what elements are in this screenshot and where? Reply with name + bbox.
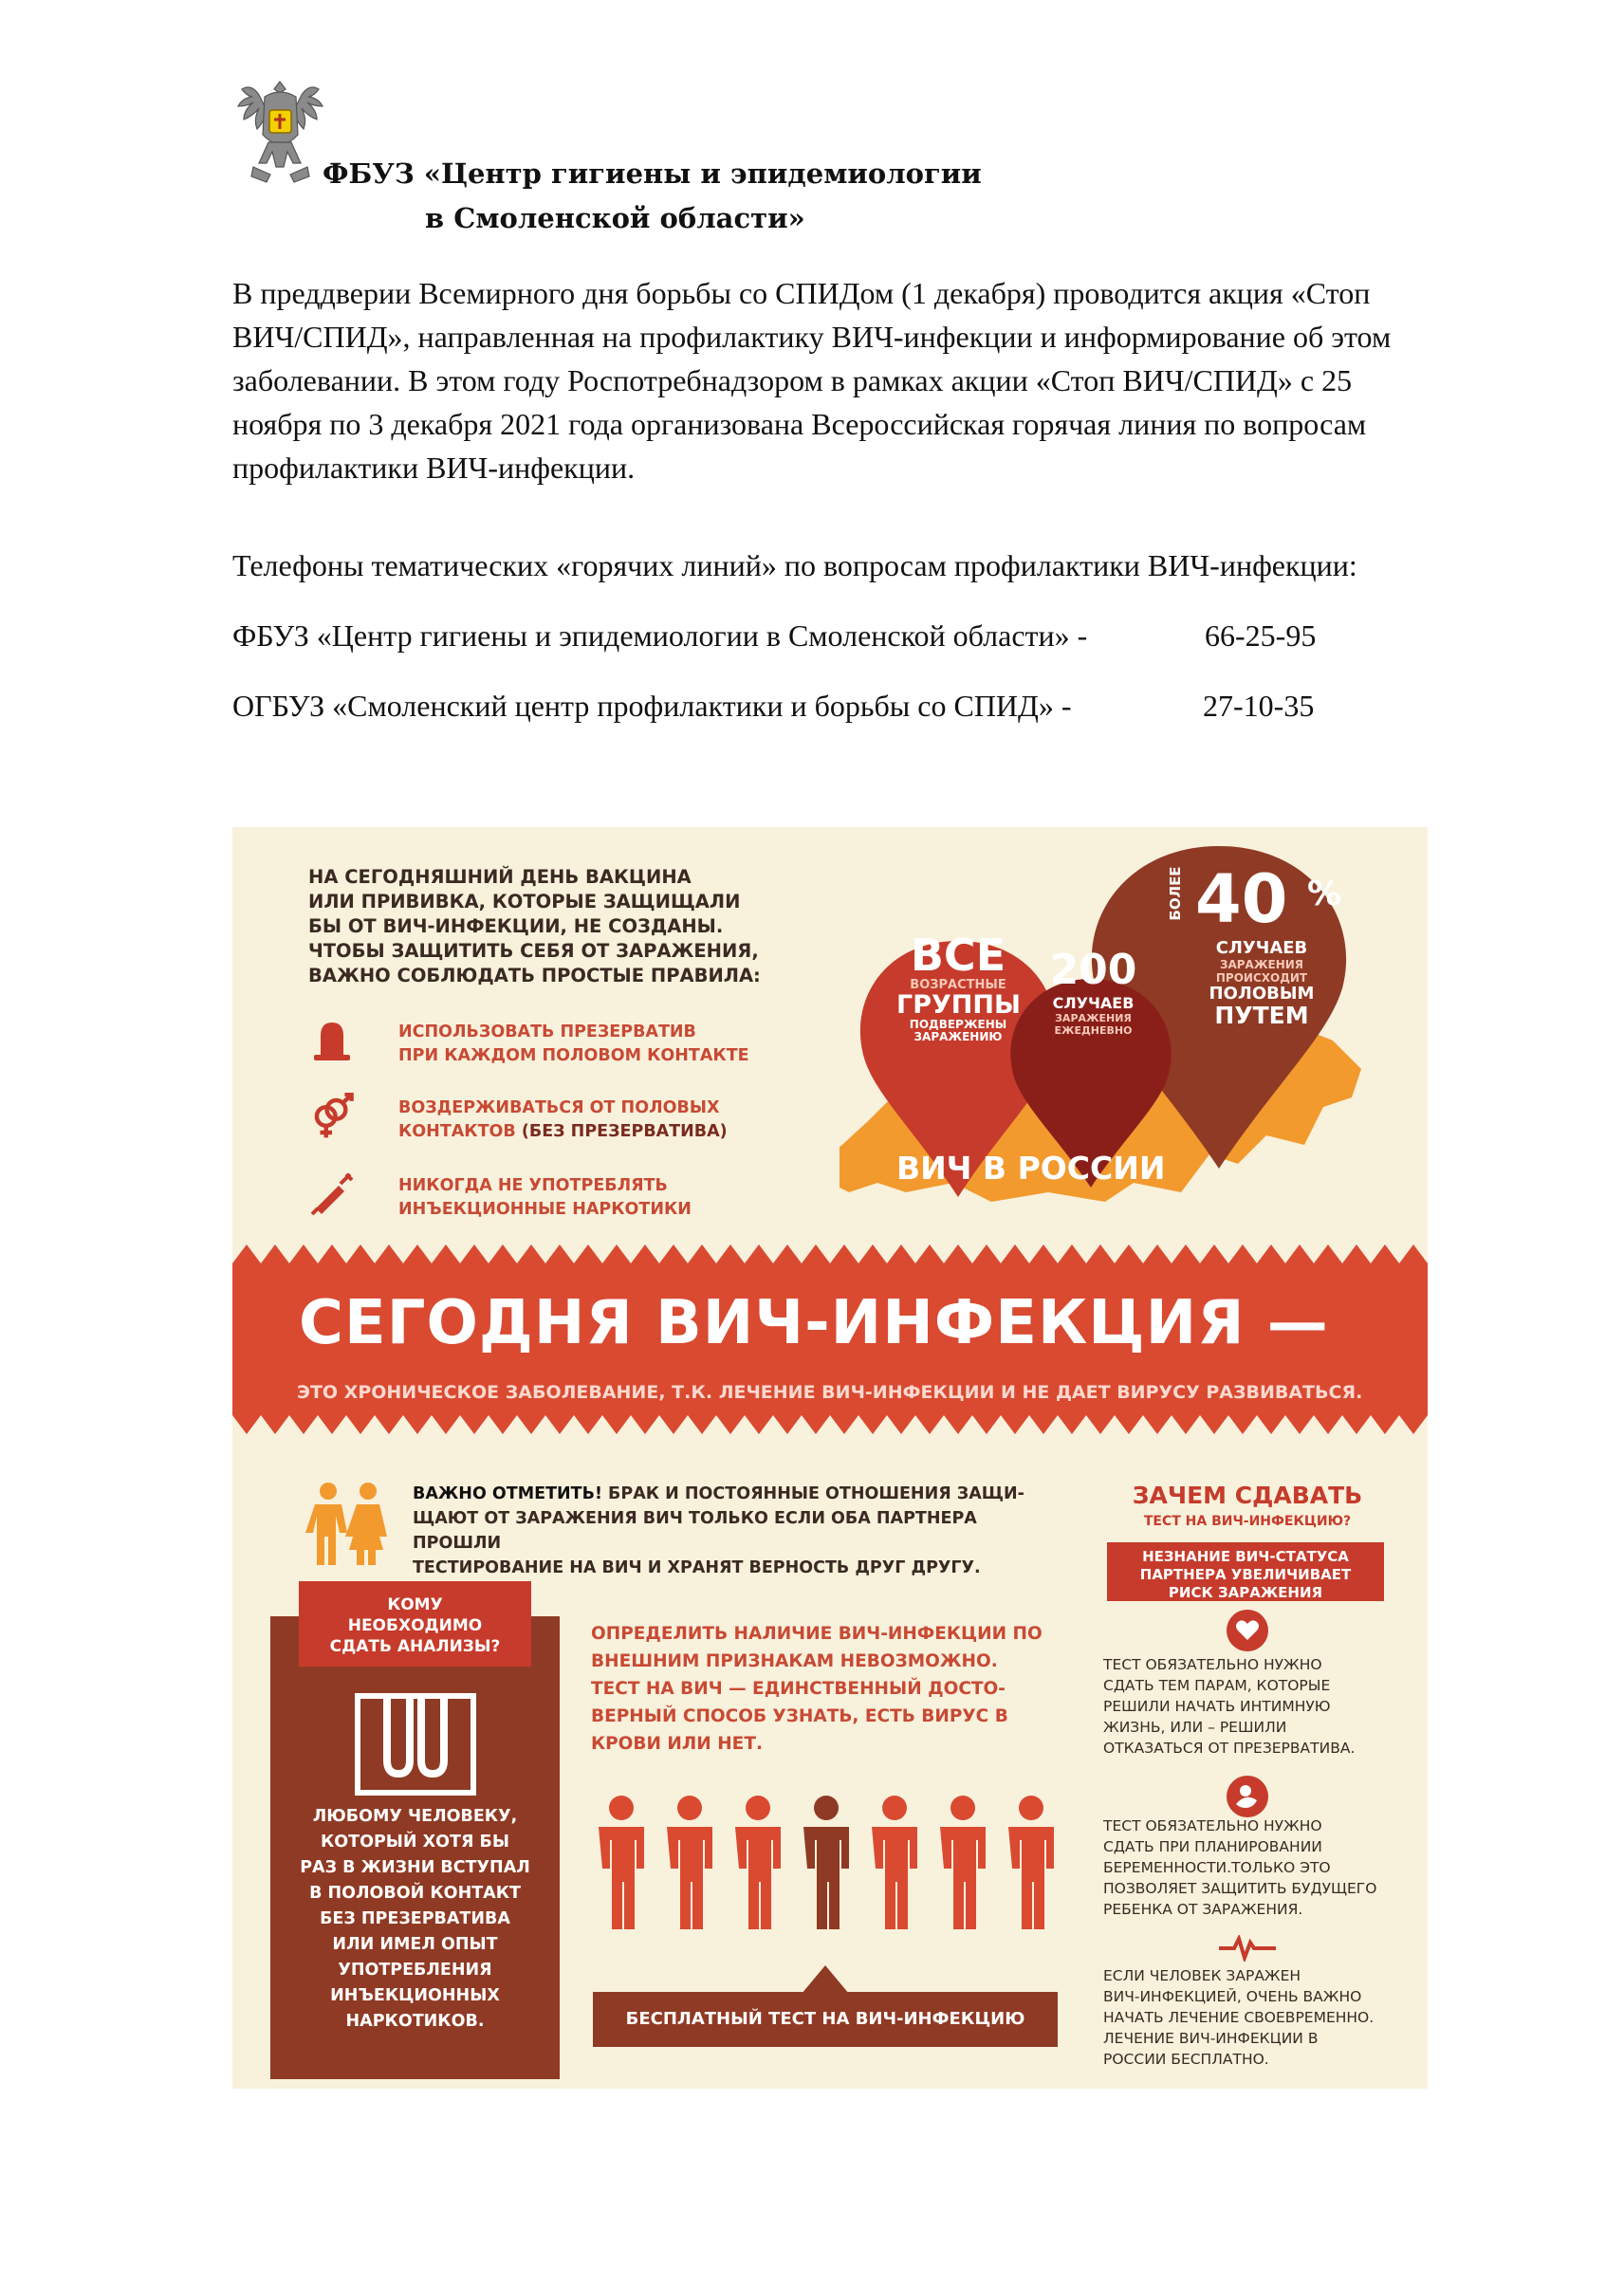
hotline-org: ОГБУЗ «Смоленский центр профилактики и борьбы со СПИД» - bbox=[232, 689, 1072, 723]
couple-icon bbox=[304, 1482, 394, 1567]
pin-cases-text bbox=[1034, 946, 1153, 1037]
why-reason-line: ЛЕЧЕНИЕ ВИЧ-ИНФЕКЦИИ В bbox=[1103, 2030, 1319, 2047]
pin-cases-line: СЛУЧАЕВ bbox=[1052, 994, 1135, 1012]
pin-all-line: ЗАРАЖЕНИЮ bbox=[914, 1030, 1003, 1043]
rules-heading-line: ЧТОБЫ ЗАЩИТИТЬ СЕБЯ ОТ ЗАРАЖЕНИЯ, bbox=[308, 940, 759, 962]
pin-percent-line: ЗАРАЖЕНИЯ bbox=[1219, 958, 1304, 971]
condom-icon bbox=[308, 1017, 356, 1064]
pin-all-line: ГРУППЫ bbox=[896, 990, 1021, 1020]
whom-heading-line: СДАТЬ АНАЛИЗЫ? bbox=[329, 1637, 501, 1656]
why-reason-item bbox=[1103, 1965, 1407, 2070]
heart-icon bbox=[1227, 1610, 1268, 1651]
rules-heading bbox=[308, 865, 802, 988]
whom-text-line: РАЗ В ЖИЗНИ ВСТУПАЛ bbox=[300, 1858, 530, 1877]
why-reason-line: ТЕСТ ОБЯЗАТЕЛЬНО НУЖНО bbox=[1103, 1817, 1322, 1834]
rules-heading-line: ИЛИ ПРИВИВКА, КОТОРЫЕ ЗАЩИЩАЛИ bbox=[308, 891, 741, 912]
partner-status-line: НЕЗНАНИЕ ВИЧ-СТАТУСА bbox=[1142, 1548, 1349, 1565]
org-title-line1: ФБУЗ «Центр гигиены и эпидемиологии bbox=[323, 157, 982, 190]
heartbeat-icon bbox=[1219, 1935, 1276, 1962]
gender-symbols-icon bbox=[308, 1093, 356, 1140]
pin-cases-line: ЗАРАЖЕНИЯ bbox=[1055, 1012, 1132, 1024]
whom-text-line: КОТОРЫЙ ХОТЯ БЫ bbox=[320, 1833, 510, 1852]
org-title-line2: в Смоленской области» bbox=[425, 202, 805, 234]
whom-text-line: ИЛИ ИМЕЛ ОПЫТ bbox=[332, 1935, 498, 1954]
pin-all-line: ВОЗРАСТНЫЕ bbox=[910, 978, 1006, 992]
why-reason-line: ЖИЗНЬ, ИЛИ – РЕШИЛИ bbox=[1103, 1719, 1287, 1736]
rule-item bbox=[308, 1170, 802, 1227]
whom-heading-line: КОМУ bbox=[387, 1595, 443, 1614]
why-reason-line: ЕСЛИ ЧЕЛОВЕК ЗАРАЖЕН bbox=[1103, 1967, 1301, 1984]
whom-text-line: В ПОЛОВОЙ КОНТАКТ bbox=[309, 1884, 521, 1903]
intro-paragraph bbox=[232, 271, 1504, 489]
pin-all-line: ПОДВЕРЖЕНЫ bbox=[909, 1018, 1007, 1031]
whom-needs-test-text bbox=[289, 1804, 541, 2035]
rule-line: ИНЪЕКЦИОННЫЕ НАРКОТИКИ bbox=[398, 1200, 692, 1219]
important-note-line: БРАК И ПОСТОЯННЫЕ ОТНОШЕНИЯ ЗАЩИ- bbox=[601, 1484, 1024, 1503]
pin-all-big: ВСЕ bbox=[910, 930, 1006, 981]
detection-line: ВЕРНЫЙ СПОСОБ УЗНАТЬ, ЕСТЬ ВИРУС В bbox=[591, 1706, 1008, 1726]
detection-line: ВНЕШНИМ ПРИЗНАКАМ НЕВОЗМОЖНО. bbox=[591, 1651, 998, 1671]
syringe-icon bbox=[308, 1170, 356, 1218]
intro-line: профилактики ВИЧ-инфекции. bbox=[232, 451, 636, 485]
pin-percent-text bbox=[1167, 860, 1356, 1029]
pin-percent-line: ПУТЕМ bbox=[1214, 1002, 1309, 1029]
why-reason-line: ТЕСТ ОБЯЗАТЕЛЬНО НУЖНО bbox=[1103, 1656, 1322, 1673]
whom-heading-line: НЕОБХОДИМО bbox=[347, 1616, 483, 1635]
intro-line: заболевании. В этом году Роспотребнадзором в рамках акции «Стоп ВИЧ/СПИД» с 25 bbox=[232, 363, 1353, 397]
whom-text-line: ИНЪЕКЦИОННЫХ bbox=[330, 1986, 500, 2005]
why-reason-line: СДАТЬ ТЕМ ПАРАМ, КОТОРЫЕ bbox=[1103, 1677, 1331, 1694]
rule-line: ИСПОЛЬЗОВАТЬ ПРЕЗЕРВАТИВ bbox=[398, 1023, 696, 1041]
important-note bbox=[413, 1482, 1039, 1580]
detection-line: ТЕСТ НА ВИЧ — ЕДИНСТВЕННЫЙ ДОСТО- bbox=[591, 1679, 1006, 1699]
intro-line: ноября по 3 декабря 2021 года организована Всероссийская горячая линия по вопросам bbox=[232, 407, 1367, 441]
detection-text bbox=[591, 1620, 1056, 1758]
baby-icon bbox=[1227, 1776, 1268, 1817]
hotline-row bbox=[232, 618, 1317, 654]
hotlines-heading: Телефоны тематических «горячих линий» по вопросам профилактики ВИЧ-инфекции: bbox=[232, 548, 1357, 582]
pin-cases-line: ЕЖЕДНЕВНО bbox=[1054, 1024, 1133, 1037]
rules-heading-line: БЫ ОТ ВИЧ-ИНФЕКЦИИ, НЕ СОЗДАНЫ. bbox=[308, 915, 724, 937]
pin-percent-prefix: БОЛЕЕ bbox=[1167, 866, 1184, 921]
pointer-arrow-icon bbox=[802, 1965, 849, 1994]
russia-label: ВИЧ В РОССИИ bbox=[896, 1150, 1166, 1187]
pin-percent-line: ПРОИСХОДИТ bbox=[1215, 971, 1308, 985]
important-note-line: ЩАЮТ ОТ ЗАРАЖЕНИЯ ВИЧ ТОЛЬКО ЕСЛИ ОБА ПАРТНЕРА ПРОШЛИ bbox=[413, 1509, 977, 1553]
whom-needs-test-heading bbox=[299, 1581, 531, 1667]
pin-percent-line: ПОЛОВЫМ bbox=[1209, 984, 1315, 1004]
rules-heading-line: НА СЕГОДНЯШНИЙ ДЕНЬ ВАКЦИНА bbox=[308, 866, 692, 888]
double-headed-eagle-emblem-icon bbox=[231, 76, 330, 186]
whom-text-line: ЛЮБОМУ ЧЕЛОВЕКУ, bbox=[312, 1807, 518, 1826]
hotline-number: 27-10-35 bbox=[1203, 689, 1315, 723]
partner-status-line: РИСК ЗАРАЖЕНИЯ bbox=[1168, 1584, 1323, 1601]
pin-percent-big: 40 bbox=[1195, 860, 1288, 938]
why-reason-line: БЕРЕМЕННОСТИ.ТОЛЬКО ЭТО bbox=[1103, 1859, 1331, 1876]
why-reason-item bbox=[1103, 1815, 1407, 1920]
test-tubes-icon bbox=[354, 1692, 477, 1797]
headline-subtitle: ЭТО ХРОНИЧЕСКОЕ ЗАБОЛЕВАНИЕ, Т.К. ЛЕЧЕНИЕ ВИЧ-ИНФЕКЦИИ И НЕ ДАЕТ ВИРУСУ РАЗВИВАТЬСЯ. bbox=[297, 1382, 1363, 1403]
why-reason-line: РОССИИ БЕСПЛАТНО. bbox=[1103, 2051, 1269, 2068]
why-reason-item bbox=[1103, 1654, 1407, 1759]
people-row-icon bbox=[593, 1795, 1067, 1937]
intro-line: ВИЧ/СПИД», направленная на профилактику ВИЧ-инфекции и информирование об этом bbox=[232, 320, 1392, 354]
pin-percent-sign: % bbox=[1307, 875, 1342, 913]
why-reason-line: РЕБЕНКА ОТ ЗАРАЖЕНИЯ. bbox=[1103, 1901, 1303, 1918]
organization-title bbox=[323, 152, 987, 241]
detection-line: ОПРЕДЕЛИТЬ НАЛИЧИЕ ВИЧ-ИНФЕКЦИИ ПО bbox=[591, 1624, 1043, 1644]
detection-line: КРОВИ ИЛИ НЕТ. bbox=[591, 1734, 763, 1754]
hotline-number: 66-25-95 bbox=[1205, 618, 1317, 653]
pin-percent-line: СЛУЧАЕВ bbox=[1215, 938, 1308, 958]
why-reason-line: СДАТЬ ПРИ ПЛАНИРОВАНИИ bbox=[1103, 1838, 1322, 1855]
rule-item bbox=[308, 1017, 802, 1074]
why-test-title: ЗАЧЕМ СДАВАТЬ bbox=[1132, 1482, 1363, 1509]
important-note-line: ТЕСТИРОВАНИЕ НА ВИЧ И ХРАНЯТ ВЕРНОСТЬ ДРУГ ДРУГУ. bbox=[413, 1558, 981, 1577]
headline-title: СЕГОДНЯ ВИЧ-ИНФЕКЦИЯ — bbox=[299, 1288, 1329, 1358]
free-hiv-test-banner: БЕСПЛАТНЫЙ ТЕСТ НА ВИЧ-ИНФЕКЦИЮ bbox=[593, 1992, 1058, 2047]
whom-text-line: УПОТРЕБЛЕНИЯ bbox=[338, 1961, 492, 1980]
partner-status-box bbox=[1107, 1542, 1384, 1601]
rule-line: ВОЗДЕРЖИВАТЬСЯ ОТ ПОЛОВЫХ bbox=[398, 1098, 720, 1117]
intro-line: В преддверии Всемирного дня борьбы со СПИДом (1 декабря) проводится акция «Стоп bbox=[232, 276, 1371, 310]
why-reason-line: НАЧАТЬ ЛЕЧЕНИЕ СВОЕВРЕМЕННО. bbox=[1103, 2009, 1375, 2026]
rule-line: НИКОГДА НЕ УПОТРЕБЛЯТЬ bbox=[398, 1176, 668, 1195]
whom-text-line: НАРКОТИКОВ. bbox=[345, 2012, 485, 2031]
rule-item bbox=[308, 1093, 802, 1150]
pin-all-text bbox=[896, 931, 1020, 1043]
rule-line: КОНТАКТОВ bbox=[398, 1122, 522, 1141]
rule-line: ПРИ КАЖДОМ ПОЛОВОМ КОНТАКТЕ bbox=[398, 1046, 749, 1065]
why-reason-line: ОТКАЗАТЬСЯ ОТ ПРЕЗЕРВАТИВА. bbox=[1103, 1740, 1356, 1757]
whom-text-line: БЕЗ ПРЕЗЕРВАТИВА bbox=[320, 1909, 510, 1928]
partner-status-line: ПАРТНЕРА УВЕЛИЧИВАЕТ bbox=[1139, 1566, 1352, 1583]
why-reason-line: ВИЧ-ИНФЕКЦИЕЙ, ОЧЕНЬ ВАЖНО bbox=[1103, 1988, 1362, 2005]
rules-heading-line: ВАЖНО СОБЛЮДАТЬ ПРОСТЫЕ ПРАВИЛА: bbox=[308, 965, 761, 986]
why-reason-line: ПОЗВОЛЯЕТ ЗАЩИТИТЬ БУДУЩЕГО bbox=[1103, 1880, 1377, 1897]
important-note-label: ВАЖНО ОТМЕТИТЬ! bbox=[413, 1484, 602, 1503]
why-reason-line: РЕШИЛИ НАЧАТЬ ИНТИМНУЮ bbox=[1103, 1698, 1331, 1715]
hotline-org: ФБУЗ «Центр гигиены и эпидемиологии в Смоленской области» - bbox=[232, 618, 1088, 653]
rule-emphasis: (БЕЗ ПРЕЗЕРВАТИВА) bbox=[521, 1122, 728, 1141]
hotline-row bbox=[232, 689, 1315, 724]
pin-cases-big: 200 bbox=[1049, 946, 1137, 994]
hiv-infographic bbox=[232, 827, 1428, 2089]
why-test-subtitle: ТЕСТ НА ВИЧ-ИНФЕКЦИЮ? bbox=[1143, 1514, 1352, 1529]
